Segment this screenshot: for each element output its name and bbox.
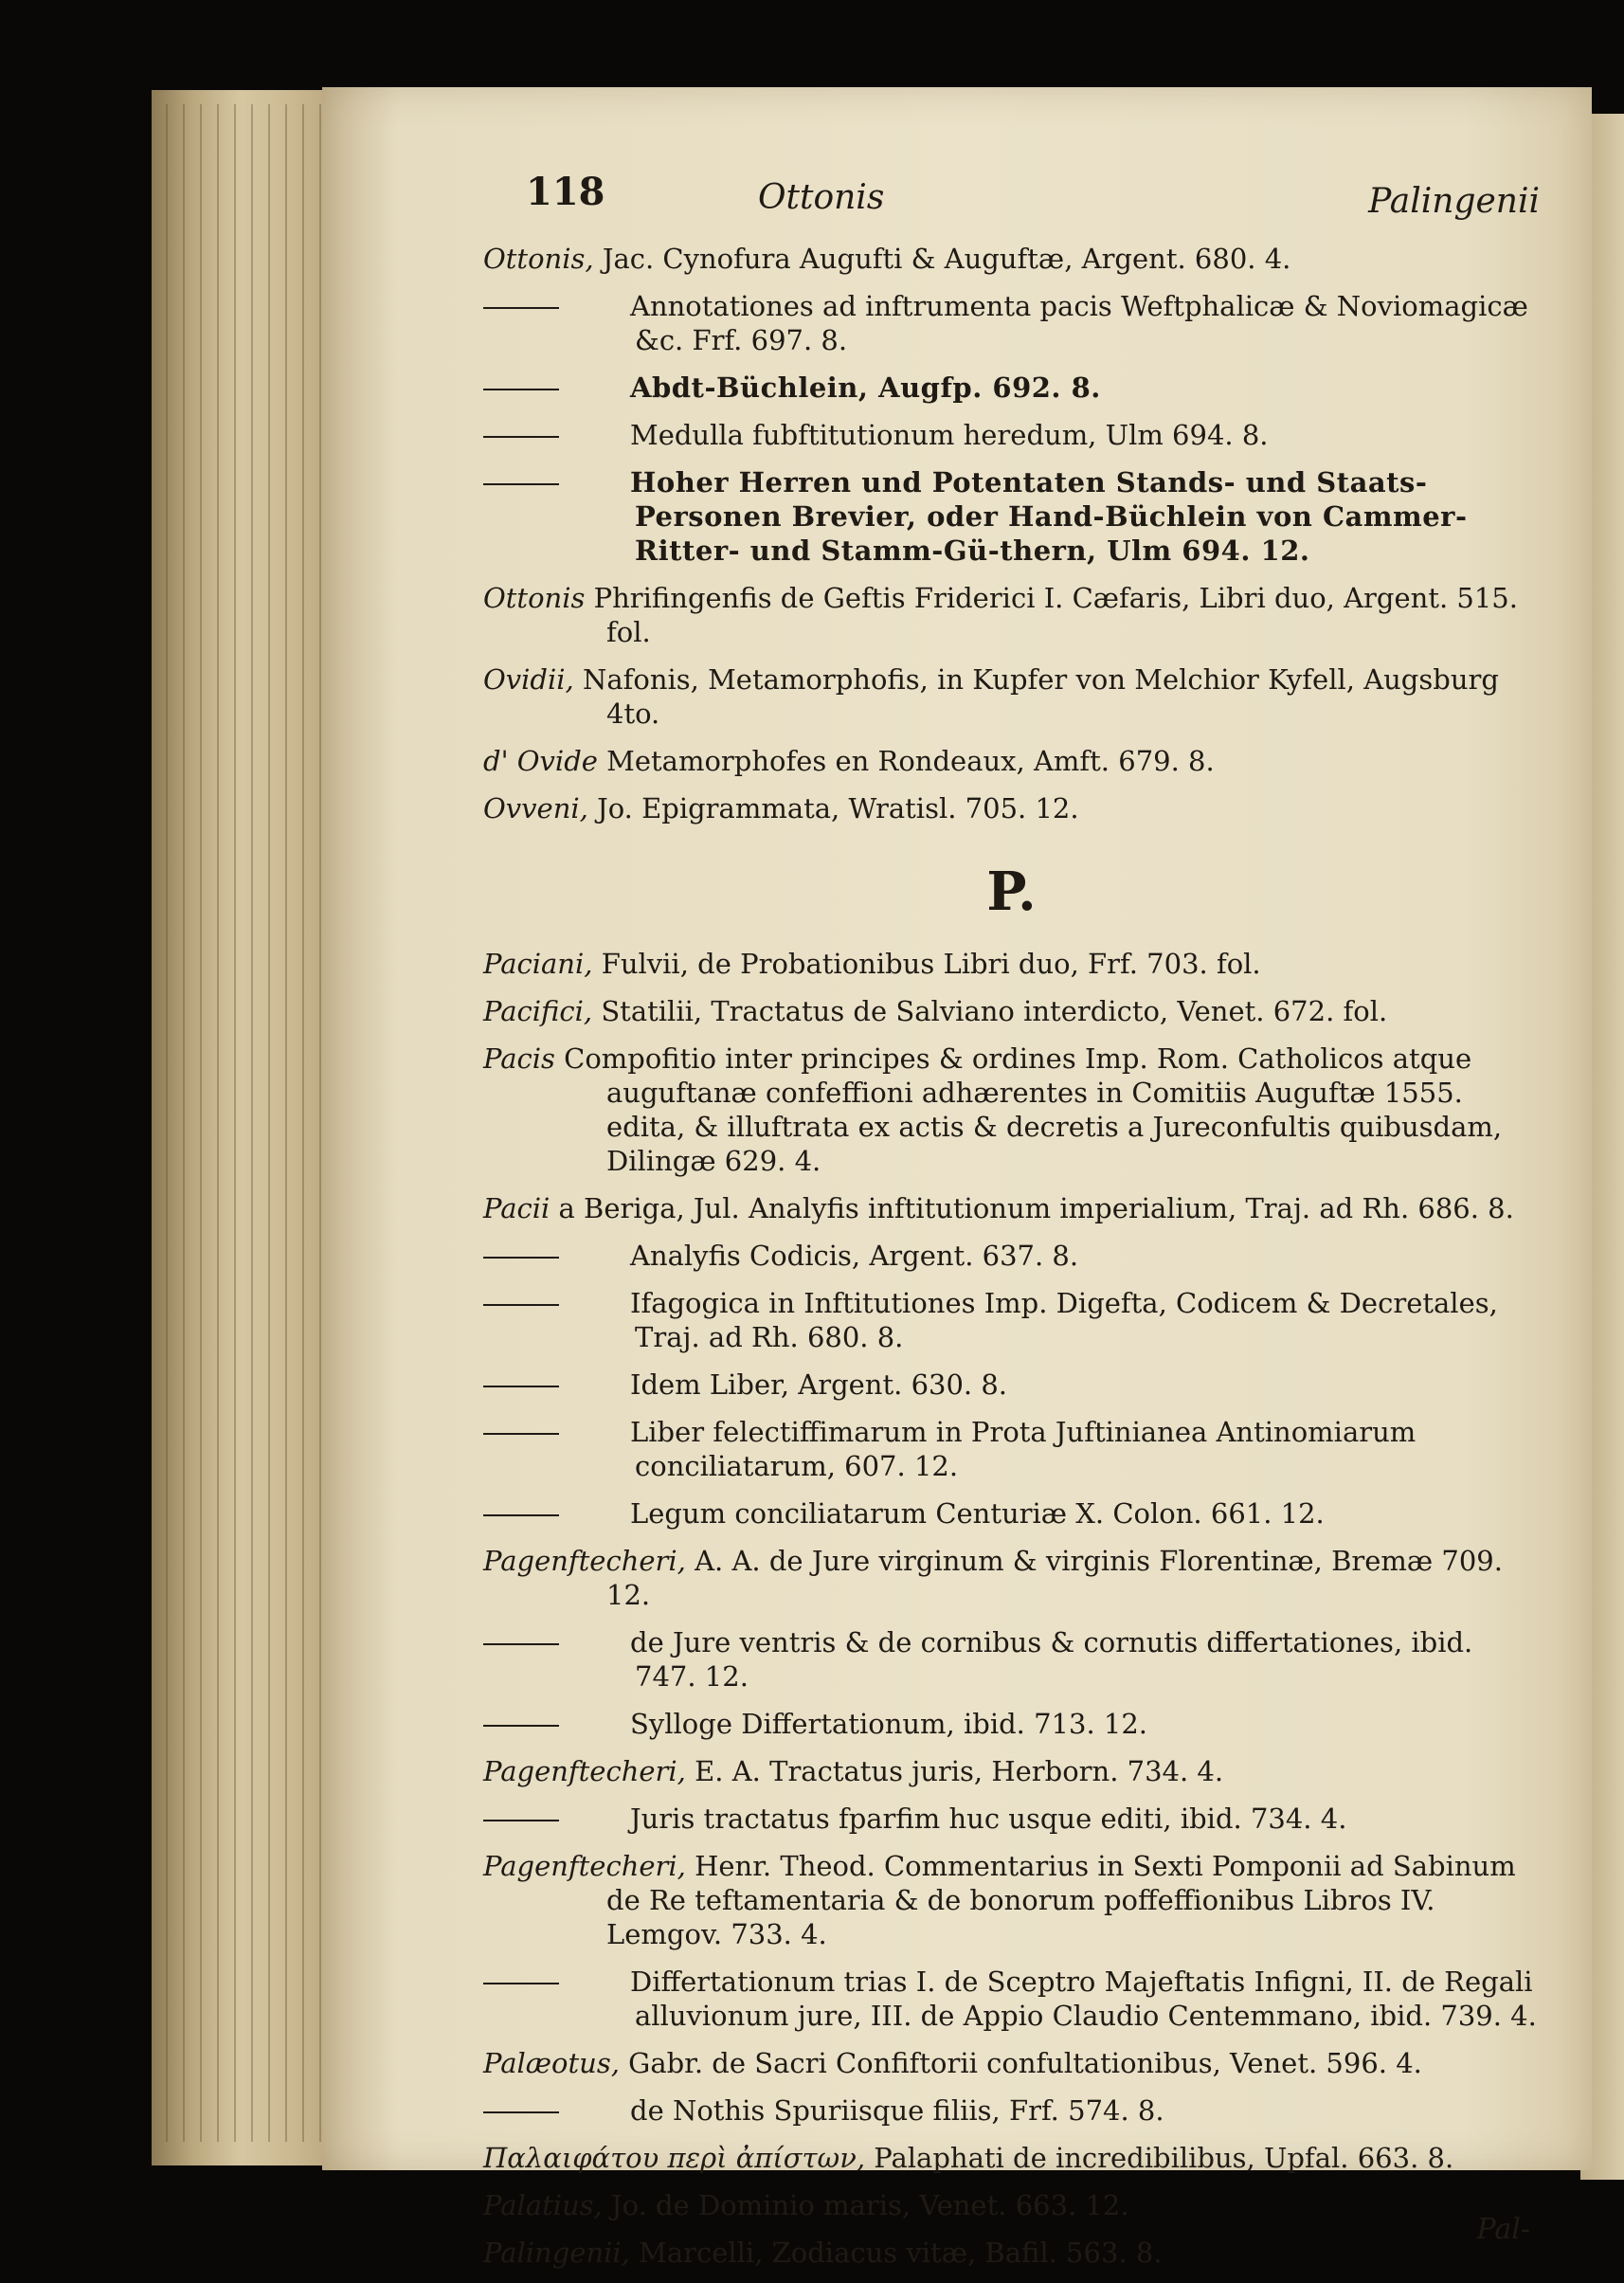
entry-text: Jo. Epigrammata, Wratisl. 705. 12. bbox=[597, 792, 1079, 824]
entry-text: Differtationum trias I. de Sceptro Majeftatis Infigni, II. de Regali alluvionum jure, III. de Appio Claudio Centemmano, ibid. 739. 4. bbox=[630, 1966, 1537, 2032]
entry-text: Legum conciliatarum Centuriæ X. Colon. 661. 12. bbox=[630, 1497, 1325, 1530]
running-head-right: Palingenii bbox=[1368, 182, 1540, 221]
entry-head: Pagenftecheri, bbox=[483, 1545, 686, 1577]
page-content bbox=[483, 170, 1540, 2283]
catalog-entry bbox=[483, 791, 1540, 825]
catalog-entry bbox=[483, 1496, 1540, 1531]
entries-p bbox=[483, 947, 1540, 2270]
entry-text: Idem Liber, Argent. 630. 8. bbox=[630, 1368, 1008, 1401]
entry-text: Phrifingenfis de Geftis Friderici I. Cæfaris, Libri duo, Argent. 515. fol. bbox=[593, 582, 1518, 648]
entry-head: Ovveni, bbox=[483, 792, 588, 824]
entry-head: Pacifici, bbox=[483, 995, 593, 1027]
entry-head: Palæotus, bbox=[483, 2047, 620, 2079]
entry-text: Jac. Cynofura Augufti & Auguftæ, Argent. 680. 4. bbox=[602, 243, 1291, 275]
catalog-entry bbox=[483, 947, 1540, 981]
catalog-entry bbox=[483, 1042, 1540, 1178]
entry-text: Hoher Herren und Potentaten Stands- und Staats-Personen Brevier, oder Hand-Büchlein von Cammer-Ritter- und Stamm-Gü-thern, Ulm 694. 12. bbox=[630, 466, 1468, 567]
entry-text: de Jure ventris & de cornibus & cornutis differtationes, ibid. 747. 12. bbox=[630, 1626, 1473, 1693]
entry-text: Statilii, Tractatus de Salviano interdicto, Venet. 672. fol. bbox=[601, 995, 1388, 1027]
catalog-entry bbox=[483, 1191, 1540, 1225]
entry-head: Ottonis, bbox=[483, 243, 594, 275]
entry-text: Liber felectiffimarum in Prota Juftinianea Antinomiarum conciliatarum, 607. 12. bbox=[630, 1416, 1416, 1482]
entry-text: A. A. de Jure virginum & virginis Florentinæ, Bremæ 709. 12. bbox=[606, 1545, 1503, 1611]
catalog-entry bbox=[483, 2046, 1540, 2080]
catalog-entry bbox=[483, 242, 1540, 276]
page-number: 118 bbox=[526, 170, 605, 214]
entries-o bbox=[483, 242, 1540, 825]
ditto-dash bbox=[483, 1433, 559, 1435]
entry-head: Pagenftecheri, bbox=[483, 1850, 686, 1882]
ditto-dash bbox=[483, 307, 559, 309]
entry-head: Pagenftecheri, bbox=[483, 1755, 686, 1787]
catalog-entry bbox=[483, 1625, 1540, 1694]
entry-head: Pacii bbox=[483, 1192, 550, 1224]
catalog-entry bbox=[483, 581, 1540, 649]
catalog-entry bbox=[483, 2188, 1540, 2222]
entry-text: Sylloge Differtationum, ibid. 713. 12. bbox=[630, 1708, 1148, 1740]
entry-head: Palingenii, bbox=[483, 2237, 630, 2269]
catalog-entry bbox=[483, 2093, 1540, 2128]
ditto-dash bbox=[483, 1304, 559, 1306]
section-letter: P. bbox=[986, 861, 1037, 923]
catalog-entry bbox=[483, 1965, 1540, 2033]
ditto-dash bbox=[483, 1257, 559, 1259]
entry-text: Abdt-Büchlein, Augfp. 692. 8. bbox=[630, 371, 1101, 404]
catalog-entry bbox=[483, 994, 1540, 1028]
ditto-dash bbox=[483, 389, 559, 390]
ditto-dash bbox=[483, 1514, 559, 1516]
ditto-dash bbox=[483, 1643, 559, 1645]
entry-text: a Beriga, Jul. Analyfis inftitutionum imperialium, Traj. ad Rh. 686. 8. bbox=[558, 1192, 1514, 1224]
entry-head: Ovidii, bbox=[483, 663, 574, 696]
ditto-dash bbox=[483, 1386, 559, 1387]
page-stack bbox=[166, 104, 346, 2142]
ditto-dash bbox=[483, 483, 559, 485]
entry-head: Ottonis bbox=[483, 582, 586, 614]
ditto-dash bbox=[483, 1820, 559, 1821]
catalog-entry bbox=[483, 289, 1540, 357]
entry-text: Fulvii, de Probationibus Libri duo, Frf. 703. fol. bbox=[601, 948, 1261, 980]
entry-head: d' Ovide bbox=[483, 745, 598, 777]
entry-text: de Nothis Spuriisque filiis, Frf. 574. 8. bbox=[630, 2094, 1164, 2127]
entry-text: Compofitio inter principes & ordines Imp. Rom. Catholicos atque auguftanæ confeffioni adhærentes in Comitiis Auguftæ 1555. edita, & illuftrata ex actis & decretis a Jureconfultis quibusdam, Dilingæ 629. 4. bbox=[564, 1042, 1503, 1177]
entry-text: Henr. Theod. Commentarius in Sexti Pomponii ad Sabinum de Re teftamentaria & de bonorum poffeffionibus Libros IV. Lemgov. 733. 4. bbox=[606, 1850, 1516, 1950]
entry-text: E. A. Tractatus juris, Herborn. 734. 4. bbox=[695, 1755, 1224, 1787]
catalog-entry bbox=[483, 418, 1540, 452]
catalog-entry bbox=[483, 1754, 1540, 1788]
catalog-entry bbox=[483, 1849, 1540, 1951]
entry-head: Palatius, bbox=[483, 2189, 603, 2221]
catalog-entry bbox=[483, 2236, 1540, 2270]
entry-head: Παλαιφάτου περὶ ἀπίστων, bbox=[483, 2142, 866, 2174]
entry-text: Palaphati de incredibilibus, Upfal. 663. 8. bbox=[874, 2142, 1454, 2174]
entry-text: Medulla fubftitutionum heredum, Ulm 694. 8. bbox=[630, 419, 1269, 451]
ditto-dash bbox=[483, 2111, 559, 2113]
ditto-dash bbox=[483, 1725, 559, 1727]
catalog-entry bbox=[483, 1707, 1540, 1741]
catalog-entry bbox=[483, 1239, 1540, 1273]
catalog-entry bbox=[483, 2141, 1540, 2175]
entry-text: Metamorphofes en Rondeaux, Amft. 679. 8. bbox=[606, 745, 1215, 777]
running-head-left: Ottonis bbox=[758, 178, 885, 217]
entry-text: Marcelli, Zodiacus vitæ, Bafil. 563. 8. bbox=[639, 2237, 1163, 2269]
catalog-entry bbox=[483, 371, 1540, 405]
entry-text: Gabr. de Sacri Confiftorii confultationibus, Venet. 596. 4. bbox=[628, 2047, 1422, 2079]
catalog-entry bbox=[483, 1415, 1540, 1483]
entry-text: Ifagogica in Inftitutiones Imp. Digefta, Codicem & Decretales, Traj. ad Rh. 680. 8. bbox=[630, 1287, 1498, 1353]
page-header bbox=[483, 170, 1540, 242]
entry-text: Jo. de Dominio maris, Venet. 663. 12. bbox=[611, 2189, 1129, 2221]
catalog-entry bbox=[483, 744, 1540, 778]
entry-text: Annotationes ad inftrumenta pacis Weftphalicæ & Noviomagicæ &c. Frf. 697. 8. bbox=[630, 290, 1528, 356]
catchword: Pal- bbox=[1476, 2213, 1530, 2246]
catalog-entry bbox=[483, 1544, 1540, 1612]
entry-text: Juris tractatus fparfim huc usque editi, ibid. 734. 4. bbox=[630, 1803, 1347, 1835]
entry-text: Nafonis, Metamorphofis, in Kupfer von Melchior Kyfell, Augsburg 4to. bbox=[582, 663, 1499, 730]
entry-text: Analyfis Codicis, Argent. 637. 8. bbox=[630, 1240, 1079, 1272]
entry-head: Pacis bbox=[483, 1042, 555, 1075]
catalog-entry bbox=[483, 1286, 1540, 1354]
catalog-entry bbox=[483, 465, 1540, 568]
ditto-dash bbox=[483, 1983, 559, 1984]
catalog-entry bbox=[483, 1368, 1540, 1402]
ditto-dash bbox=[483, 436, 559, 438]
catalog-entry bbox=[483, 1802, 1540, 1836]
entry-head: Paciani, bbox=[483, 948, 593, 980]
catalog-entry bbox=[483, 662, 1540, 731]
